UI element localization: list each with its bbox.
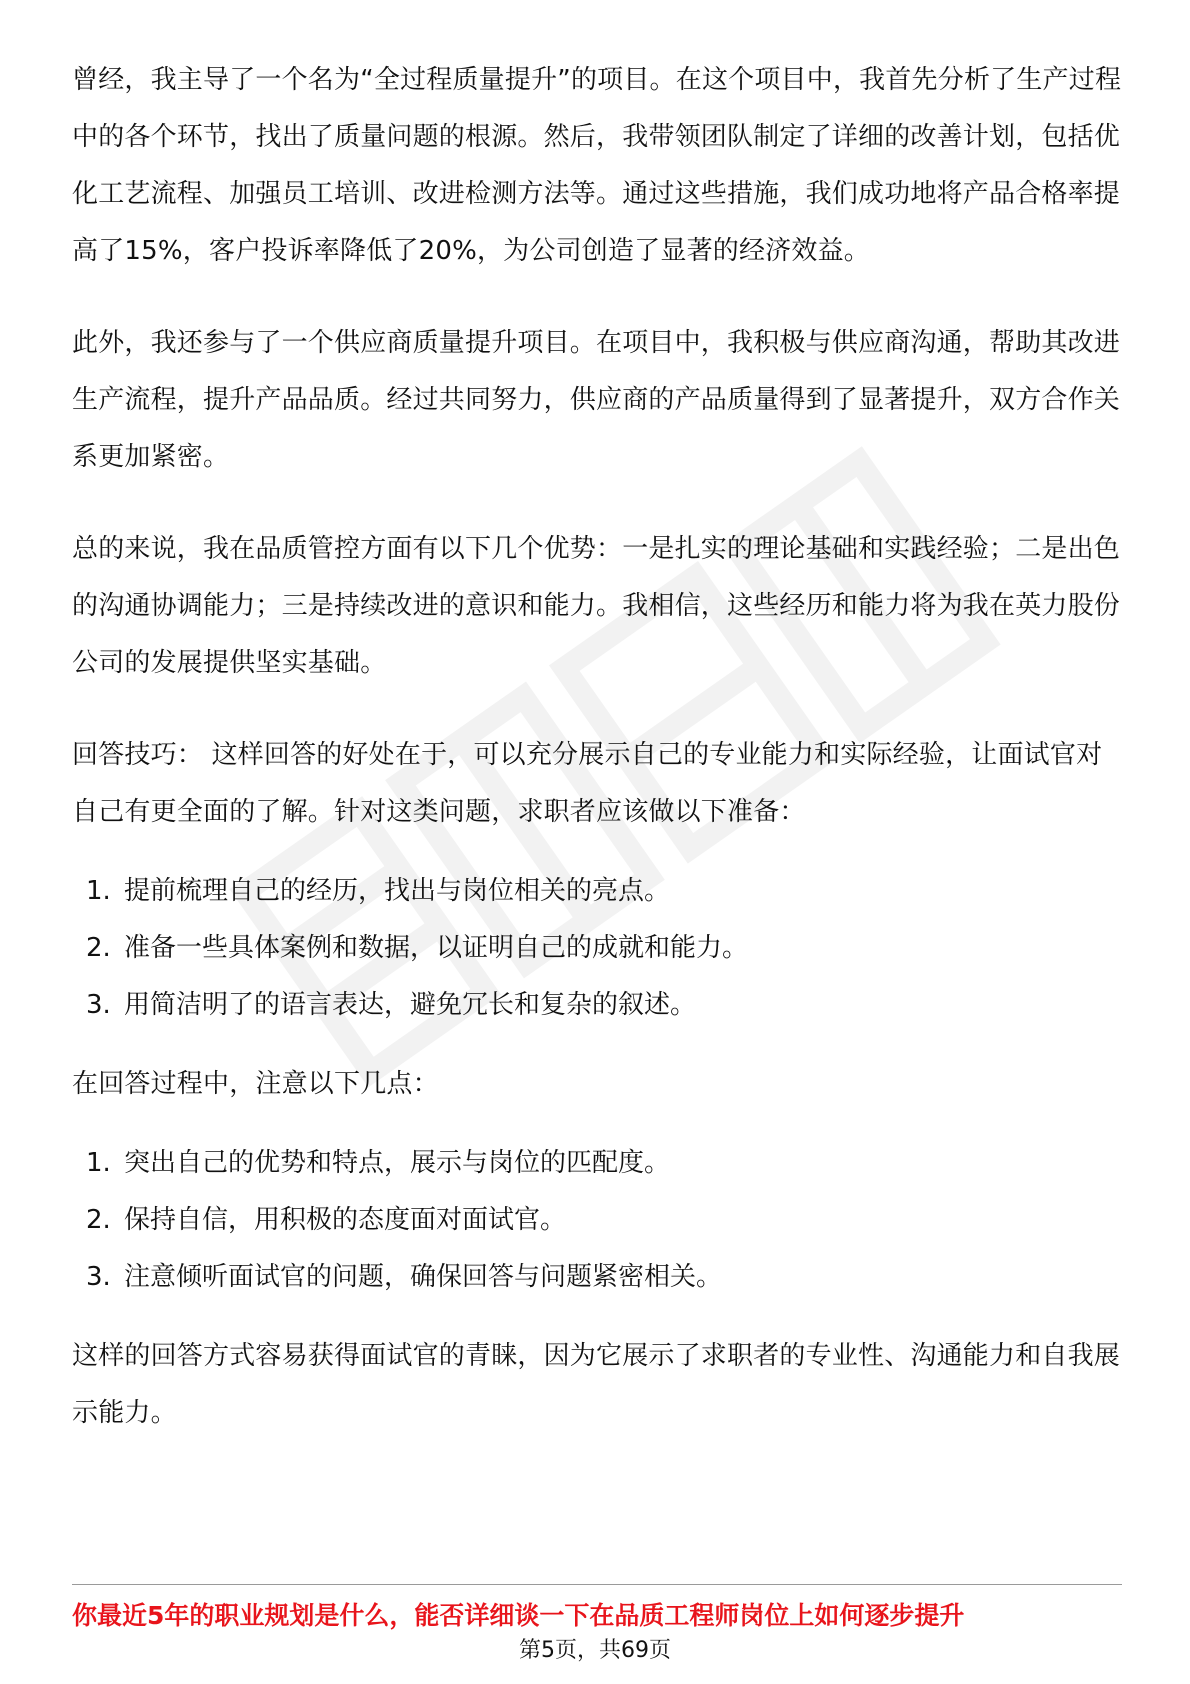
list-item-text: 保持自信，用积极的态度面对面试官。 [124,1205,567,1235]
notes-list [72,1135,1122,1306]
list-item-text: 注意倾听面试官的问题，确保回答与问题紧密相关。 [124,1262,723,1292]
list-item [72,863,1122,920]
list-item [72,1249,1122,1306]
article-body [72,52,1122,1442]
list-number: 2. [86,933,111,963]
list-item-text: 提前梳理自己的经历，找出与岗位相关的亮点。 [124,876,671,906]
list-number: 3. [86,990,111,1020]
list-item-text: 准备一些具体案例和数据，以证明自己的成就和能力。 [124,933,749,963]
paragraph-notes-intro: 在回答过程中，注意以下几点： [72,1069,439,1099]
list-item-text: 突出自己的优势和特点，展示与岗位的匹配度。 [124,1148,671,1178]
list-item-text: 用简洁明了的语言表达，避免冗长和复杂的叙述。 [124,990,697,1020]
footer-divider [72,1584,1122,1585]
paragraph-project-experience: 曾经，我主导了一个名为“全过程质量提升”的项目。在这个项目中，我首先分析了生产过程中的各个环节，找出了质量问题的根源。然后，我带领团队制定了详细的改善计划，包括优化工艺流程、加强员工培训、改进检测方法等。通过这些措施，我们成功地将产品合格率提高了15%，客户投诉率降低了20%，为公司创造了显著的经济效益。 [72,65,1122,266]
paragraph-closing: 这样的回答方式容易获得面试官的青睐，因为它展示了求职者的专业性、沟通能力和自我展示能力。 [72,1341,1121,1428]
list-item [72,977,1122,1034]
list-item [72,920,1122,977]
list-item [72,1192,1122,1249]
preparation-list [72,863,1122,1034]
list-item [72,1135,1122,1192]
next-question-heading[interactable]: 你最近5年的职业规划是什么，能否详细谈一下在品质工程师岗位上如何逐步提升 [72,1601,965,1630]
list-number: 1. [86,1148,111,1178]
list-number: 1. [86,876,111,906]
paragraph-summary: 总的来说，我在品质管控方面有以下几个优势：一是扎实的理论基础和实践经验；二是出色的沟通协调能力；三是持续改进的意识和能力。我相信，这些经历和能力将为我在英力股份公司的发展提供坚实基础。 [72,534,1121,678]
paragraph-supplier-project: 此外，我还参与了一个供应商质量提升项目。在项目中，我积极与供应商沟通，帮助其改进生产流程，提升产品品质。经过共同努力，供应商的产品质量得到了显著提升，双方合作关系更加紧密。 [72,328,1121,472]
list-number: 2. [86,1205,111,1235]
page-number: 第5页，共69页 [519,1638,671,1663]
list-number: 3. [86,1262,111,1292]
paragraph-answer-tips: 回答技巧： 这样回答的好处在于，可以充分展示自己的专业能力和实际经验，让面试官对自己有更全面的了解。针对这类问题，求职者应该做以下准备： [72,740,1103,827]
